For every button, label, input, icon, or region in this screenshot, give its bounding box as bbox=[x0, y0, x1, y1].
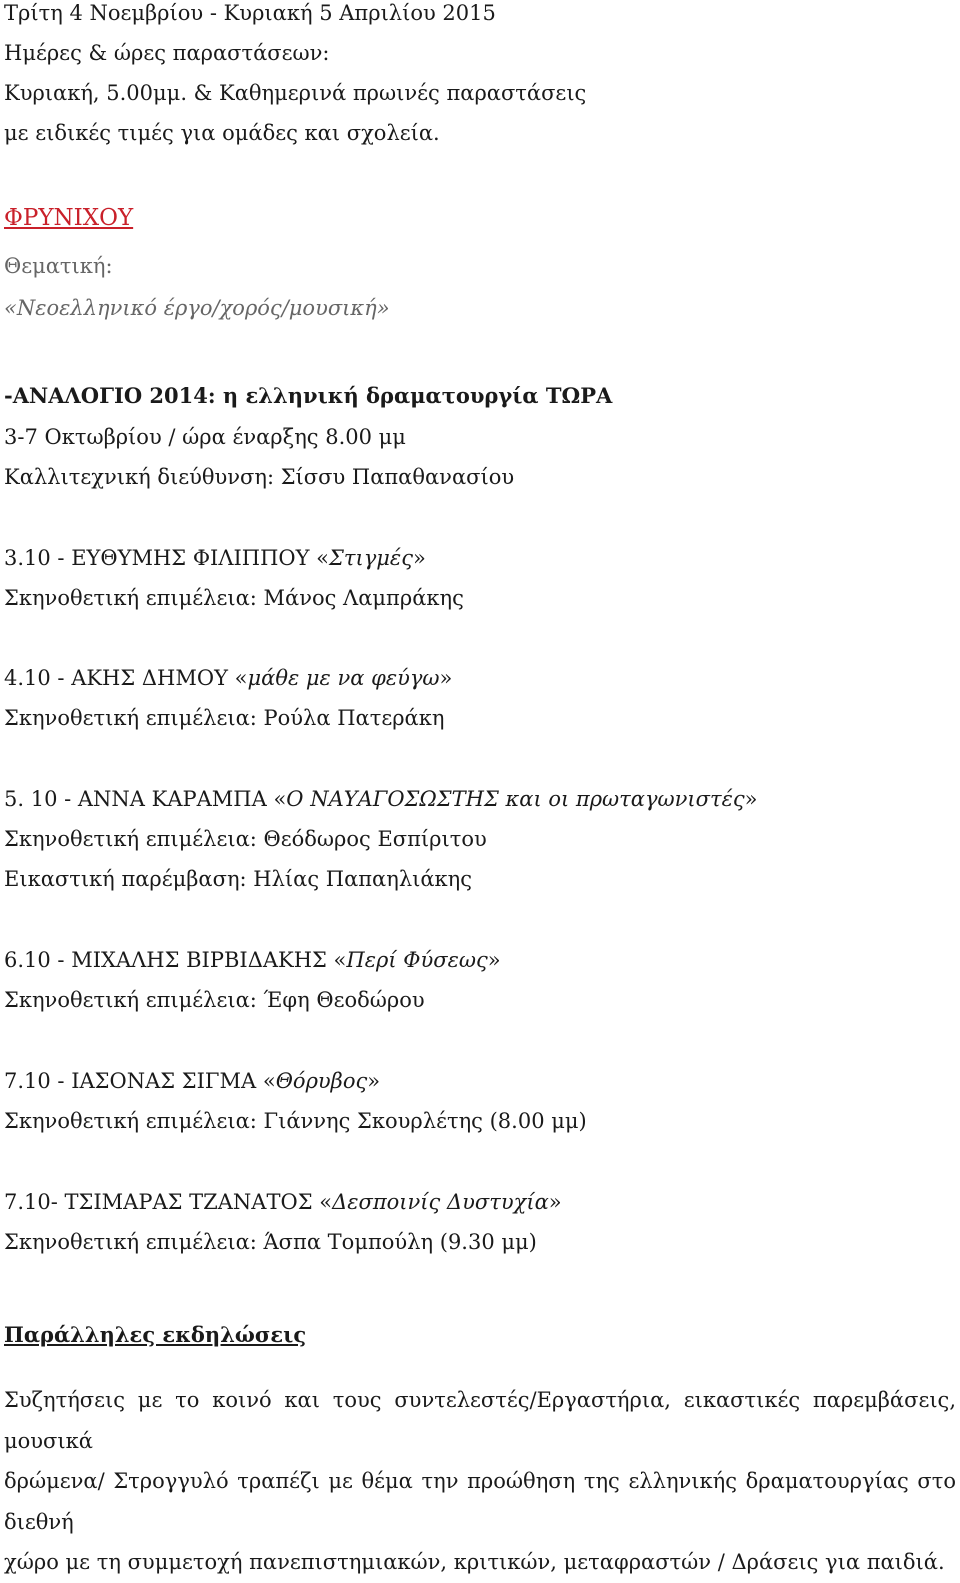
program-item-credit: Σκηνοθετική επιμέλεια: Ρούλα Πατεράκη bbox=[4, 706, 445, 730]
program-item-credit: Σκηνοθετική επιμέλεια: Θεόδωρος Εσπίριτου bbox=[4, 827, 487, 851]
section-title-frynichou: ΦΡΥΝΙΧΟΥ bbox=[4, 205, 134, 231]
program-item-work: μάθε με να φεύγω bbox=[247, 666, 440, 690]
program-item-title bbox=[4, 1068, 380, 1094]
theme-label: Θεματική: bbox=[4, 254, 113, 278]
program-item-prefix: 5. 10 - ΑΝΝΑ ΚΑΡΑΜΠΑ « bbox=[4, 787, 287, 811]
parallel-events-line: χώρο με τη συμμετοχή πανεπιστημιακών, κριτικών, μεταφραστών / Δράσεις για παιδιά. bbox=[4, 1550, 945, 1574]
program-item-suffix: » bbox=[744, 787, 758, 811]
parallel-events-heading: Παράλληλες εκδηλώσεις bbox=[4, 1322, 307, 1347]
intro-schedule-times: Κυριακή, 5.00μμ. & Καθημερινά πρωινές παραστάσεις bbox=[4, 81, 587, 105]
program-item-title bbox=[4, 545, 426, 571]
program-item-suffix: » bbox=[548, 1190, 562, 1214]
parallel-events-text bbox=[4, 1380, 956, 1583]
program-item-work: Στιγμές bbox=[329, 546, 413, 570]
analogio-dates: 3-7 Οκτωβρίου / ώρα έναρξης 8.00 μμ bbox=[4, 425, 406, 449]
parallel-events-line: Συζητήσεις με το κοινό και τους συντελεστές/Εργαστήρια, εικαστικές παρεμβάσεις, μουσικά bbox=[4, 1388, 956, 1453]
theme-value: «Νεοελληνικό έργο/χορός/μουσική» bbox=[4, 296, 390, 320]
program-item-prefix: 7.10- ΤΣΙΜΑΡΑΣ ΤΖΑΝΑΤΟΣ « bbox=[4, 1190, 333, 1214]
program-item-credit: Σκηνοθετική επιμέλεια: Άσπα Τομπούλη (9.30 μμ) bbox=[4, 1230, 537, 1254]
program-item-title bbox=[4, 1189, 562, 1215]
program-item-title bbox=[4, 665, 452, 691]
program-item-suffix: » bbox=[487, 948, 501, 972]
program-item-credit: Σκηνοθετική επιμέλεια: Γιάννης Σκουρλέτης (8.00 μμ) bbox=[4, 1109, 587, 1133]
program-item-prefix: 6.10 - ΜΙΧΑΛΗΣ ΒΙΡΒΙΔΑΚΗΣ « bbox=[4, 948, 347, 972]
program-item-suffix: » bbox=[439, 666, 453, 690]
program-item-title bbox=[4, 947, 501, 973]
program-item-prefix: 3.10 - ΕΥΘΥΜΗΣ ΦΙΛΙΠΠΟΥ « bbox=[4, 546, 330, 570]
parallel-events-line: δρώμενα/ Στρογγυλό τραπέζι με θέμα την προώθηση της ελληνικής δραματουργίας στο διεθνή bbox=[4, 1469, 956, 1534]
analogio-title: -ΑΝΑΛΟΓΙΟ 2014: η ελληνική δραματουργία ΤΩΡΑ bbox=[4, 383, 613, 408]
intro-pricing-note: με ειδικές τιμές για ομάδες και σχολεία. bbox=[4, 121, 440, 145]
program-item-work: Θόρυβος bbox=[275, 1069, 368, 1093]
intro-dates: Τρίτη 4 Νοεμβρίου - Κυριακή 5 Απριλίου 2015 bbox=[4, 1, 496, 25]
program-item-work: Περί Φύσεως bbox=[346, 948, 488, 972]
analogio-artistic-direction: Καλλιτεχνική διεύθυνση: Σίσσυ Παπαθανασίου bbox=[4, 465, 515, 489]
program-item-credit: Σκηνοθετική επιμέλεια: Μάνος Λαμπράκης bbox=[4, 586, 464, 610]
intro-schedule-label: Ημέρες & ώρες παραστάσεων: bbox=[4, 41, 330, 65]
program-item-credit: Σκηνοθετική επιμέλεια: Έφη Θεοδώρου bbox=[4, 988, 425, 1012]
program-item-title bbox=[4, 786, 758, 812]
program-item-suffix: » bbox=[412, 546, 426, 570]
program-item-suffix: » bbox=[367, 1069, 381, 1093]
program-item-work: Δεσποινίς Δυστυχία bbox=[332, 1190, 549, 1214]
program-item-work: Ο ΝΑΥΑΓΟΣΩΣΤΗΣ και οι πρωταγωνιστές bbox=[286, 787, 745, 811]
program-item-prefix: 4.10 - ΑΚΗΣ ΔΗΜΟΥ « bbox=[4, 666, 248, 690]
program-item-prefix: 7.10 - ΙΑΣΟΝΑΣ ΣΙΓΜΑ « bbox=[4, 1069, 276, 1093]
program-item-extra-credit: Εικαστική παρέμβαση: Ηλίας Παπαηλιάκης bbox=[4, 867, 473, 891]
